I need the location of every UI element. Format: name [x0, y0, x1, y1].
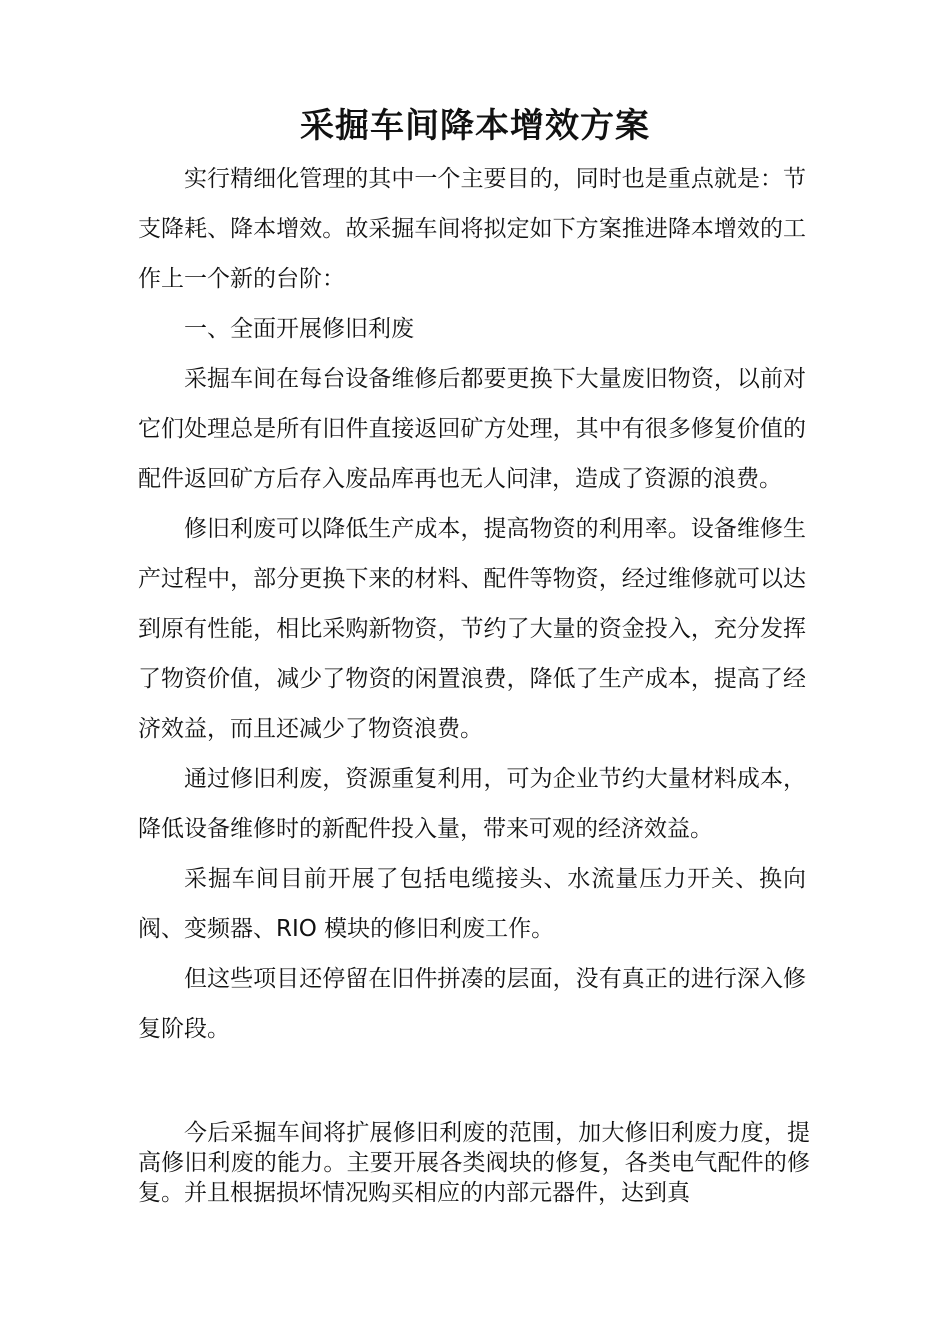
paragraph-intro: 实行精细化管理的其中一个主要目的，同时也是重点就是：节支降耗、降本增效。故采掘车间将拟定如下方案推进降本增效的工作上一个新的台阶：: [138, 166, 806, 292]
paragraph-future-plan: 今后采掘车间将扩展修旧利废的范围，加大修旧利废力度，提高修旧利废的能力。主要开展各类阀块的修复，各类电气配件的修复。并且根据损坏情况购买相应的内部元器件，达到真: [138, 1120, 810, 1206]
document-body: [138, 154, 806, 1054]
document-title: 采掘车间降本增效方案: [300, 106, 650, 146]
paragraph-waste-issue: 采掘车间在每台设备维修后都要更换下大量废旧物资，以前对它们处理总是所有旧件直接返回矿方处理，其中有很多修复价值的配件返回矿方后存入废品库再也无人问津，造成了资源的浪费。: [138, 366, 806, 492]
paragraph-benefits: 修旧利废可以降低生产成本，提高物资的利用率。设备维修生产过程中，部分更换下来的材料、配件等物资，经过维修就可以达到原有性能，相比采购新物资，节约了大量的资金投入，充分发挥了物资价值，减少了物资的闲置浪费，降低了生产成本，提高了经济效益，而且还减少了物资浪费。: [138, 516, 806, 742]
paragraph-current-work: 采掘车间目前开展了包括电缆接头、水流量压力开关、换向阀、变频器、RIO 模块的修旧利废工作。: [138, 866, 806, 942]
paragraph-savings: 通过修旧利废，资源重复利用，可为企业节约大量材料成本，降低设备维修时的新配件投入量，带来可观的经济效益。: [138, 766, 806, 842]
paragraph-limitations: 但这些项目还停留在旧件拼凑的层面，没有真正的进行深入修复阶段。: [138, 966, 806, 1042]
section-heading-1: 一、全面开展修旧利废: [184, 316, 414, 342]
